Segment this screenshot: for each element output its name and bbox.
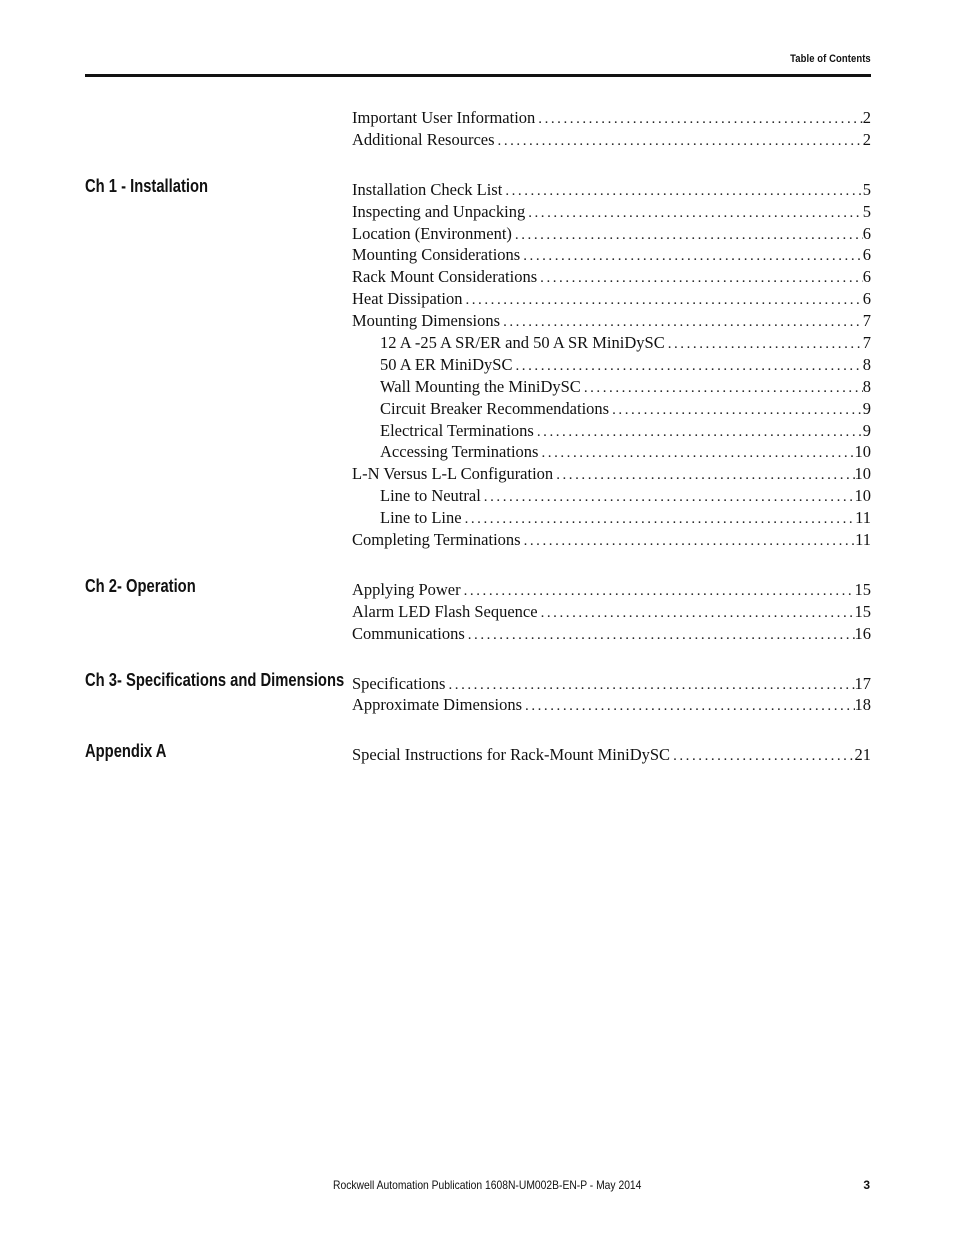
toc-entry-page: 5 bbox=[862, 201, 871, 221]
toc-entry-label: Circuit Breaker Recommendations bbox=[380, 398, 610, 418]
dot-leader bbox=[609, 400, 863, 422]
toc-entry-label: Line to Neutral bbox=[380, 486, 481, 506]
dot-leader bbox=[512, 225, 863, 247]
toc-entry-label: Wall Mounting the MiniDySC bbox=[380, 376, 581, 396]
toc-entry[interactable] bbox=[352, 266, 871, 288]
toc-entry[interactable] bbox=[352, 529, 871, 551]
toc-entry[interactable] bbox=[352, 223, 871, 245]
toc-entries bbox=[352, 179, 871, 551]
toc-entry-label: Communications bbox=[352, 623, 465, 643]
toc-entry-page: 21 bbox=[854, 745, 871, 765]
toc-entry[interactable] bbox=[352, 420, 871, 442]
dot-leader bbox=[461, 581, 855, 603]
dot-leader bbox=[502, 181, 862, 203]
toc-entry-label: L-N Versus L-L Configuration bbox=[352, 464, 554, 484]
dot-leader bbox=[537, 268, 863, 290]
toc-entry-page: 11 bbox=[855, 530, 871, 550]
toc-entry-page: 11 bbox=[855, 508, 871, 528]
dot-leader bbox=[553, 465, 854, 487]
toc-entry-label: Completing Terminations bbox=[352, 530, 521, 550]
toc-entry-label: Specifications bbox=[352, 673, 446, 693]
toc-section bbox=[0, 575, 954, 645]
toc-entry[interactable] bbox=[352, 354, 871, 376]
toc-section bbox=[0, 107, 954, 151]
toc-entry[interactable] bbox=[352, 244, 871, 266]
toc-entry-page: 2 bbox=[862, 108, 871, 127]
dot-leader bbox=[670, 746, 854, 768]
toc-entry-label: Line to Line bbox=[380, 508, 462, 528]
toc-entry[interactable] bbox=[352, 201, 871, 223]
toc-entry-label: Heat Dissipation bbox=[352, 289, 463, 309]
toc-entry-label: 50 A ER MiniDySC bbox=[380, 354, 513, 374]
toc-entry-page: 7 bbox=[862, 311, 871, 331]
dot-leader bbox=[481, 487, 855, 509]
toc-entry-label: Special Instructions for Rack-Mount MiniDySC bbox=[352, 745, 671, 765]
toc-entries bbox=[352, 673, 871, 717]
dot-leader bbox=[465, 625, 855, 647]
toc-entry-label: Accessing Terminations bbox=[380, 442, 539, 462]
toc-entry-label: Mounting Considerations bbox=[352, 245, 521, 265]
toc-entry-page: 8 bbox=[862, 354, 871, 374]
dot-leader bbox=[525, 203, 863, 225]
toc-entry-page: 10 bbox=[854, 464, 871, 484]
toc-section bbox=[0, 175, 954, 551]
toc-entry[interactable] bbox=[352, 485, 871, 507]
toc-entry-page: 16 bbox=[854, 623, 871, 643]
dot-leader bbox=[520, 246, 863, 268]
dot-leader bbox=[445, 675, 854, 697]
toc-entry[interactable] bbox=[352, 623, 871, 645]
footer-publication: Rockwell Automation Publication 1608N-UM002B-EN-P - May 2014 bbox=[333, 1178, 642, 1192]
toc-entry-page: 6 bbox=[862, 245, 871, 265]
dot-leader bbox=[538, 443, 854, 465]
dot-leader bbox=[522, 696, 854, 718]
toc-entry-label: Applying Power bbox=[352, 579, 461, 599]
toc-entry[interactable] bbox=[352, 744, 871, 766]
toc-entries bbox=[352, 579, 871, 645]
toc-entry[interactable] bbox=[352, 179, 871, 201]
toc-entry[interactable] bbox=[352, 107, 871, 129]
toc-entry[interactable] bbox=[352, 507, 871, 529]
toc-entry-label: Approximate Dimensions bbox=[352, 695, 523, 715]
toc-entry-page: 6 bbox=[862, 289, 871, 309]
toc-entry-page: 10 bbox=[854, 486, 871, 506]
toc-entry-page: 2 bbox=[862, 129, 871, 149]
toc-entry-page: 5 bbox=[862, 179, 871, 199]
toc-section bbox=[0, 669, 954, 717]
dot-leader bbox=[581, 378, 863, 400]
dot-leader bbox=[538, 603, 855, 625]
toc-entry-label: 12 A -25 A SR/ER and 50 A SR MiniDySC bbox=[380, 333, 665, 353]
toc-entry-label: Location (Environment) bbox=[352, 223, 512, 243]
toc-entries bbox=[352, 744, 871, 766]
header-rule bbox=[85, 74, 871, 77]
section-title: Ch 3- Specifications and Dimensions bbox=[85, 669, 345, 690]
toc-entry[interactable] bbox=[352, 673, 871, 695]
toc-entry-label: Important User Information bbox=[352, 108, 536, 127]
dot-leader bbox=[500, 312, 863, 334]
toc-entry[interactable] bbox=[352, 376, 871, 398]
dot-leader bbox=[462, 509, 856, 531]
dot-leader bbox=[521, 531, 856, 553]
toc-entry-page: 9 bbox=[862, 398, 871, 418]
dot-leader bbox=[462, 290, 862, 312]
toc-entry[interactable] bbox=[352, 694, 871, 716]
toc-entry-page: 7 bbox=[862, 333, 871, 353]
toc-entry[interactable] bbox=[352, 463, 871, 485]
toc-entry-label: Alarm LED Flash Sequence bbox=[352, 601, 538, 621]
section-title: Ch 2- Operation bbox=[85, 575, 196, 596]
toc-entry-page: 18 bbox=[854, 695, 871, 715]
toc-entry-label: Inspecting and Unpacking bbox=[352, 201, 526, 221]
dot-leader bbox=[535, 109, 862, 131]
toc-entry[interactable] bbox=[352, 579, 871, 601]
section-title: Ch 1 - Installation bbox=[85, 175, 209, 196]
toc-entry-page: 17 bbox=[854, 673, 871, 693]
toc-entry[interactable] bbox=[352, 441, 871, 463]
toc-entry-label: Installation Check List bbox=[352, 179, 503, 199]
toc-entry[interactable] bbox=[352, 288, 871, 310]
dot-leader bbox=[495, 131, 863, 153]
toc-entry-label: Electrical Terminations bbox=[380, 420, 534, 440]
toc-entry[interactable] bbox=[352, 129, 871, 151]
toc-entry-page: 6 bbox=[862, 267, 871, 287]
toc-entry-page: 6 bbox=[862, 223, 871, 243]
footer-page-number: 3 bbox=[863, 1178, 870, 1192]
dot-leader bbox=[665, 334, 863, 356]
dot-leader bbox=[513, 356, 863, 378]
toc-entry[interactable] bbox=[352, 310, 871, 332]
section-title: Appendix A bbox=[85, 741, 167, 762]
toc-entry-label: Additional Resources bbox=[352, 129, 495, 149]
toc-entry-page: 10 bbox=[854, 442, 871, 462]
toc-entry-label: Rack Mount Considerations bbox=[352, 267, 538, 287]
toc-section bbox=[0, 741, 954, 766]
table-of-contents bbox=[0, 107, 954, 766]
running-header-title: Table of Contents bbox=[790, 53, 871, 65]
toc-entry-page: 8 bbox=[862, 376, 871, 396]
toc-entry[interactable] bbox=[352, 398, 871, 420]
toc-entry-page: 9 bbox=[862, 420, 871, 440]
toc-entry[interactable] bbox=[352, 332, 871, 354]
toc-entry-page: 15 bbox=[854, 579, 871, 599]
dot-leader bbox=[534, 422, 863, 444]
toc-entries bbox=[352, 107, 871, 151]
toc-entry-page: 15 bbox=[854, 601, 871, 621]
toc-entry-label: Mounting Dimensions bbox=[352, 311, 501, 331]
toc-entry[interactable] bbox=[352, 601, 871, 623]
